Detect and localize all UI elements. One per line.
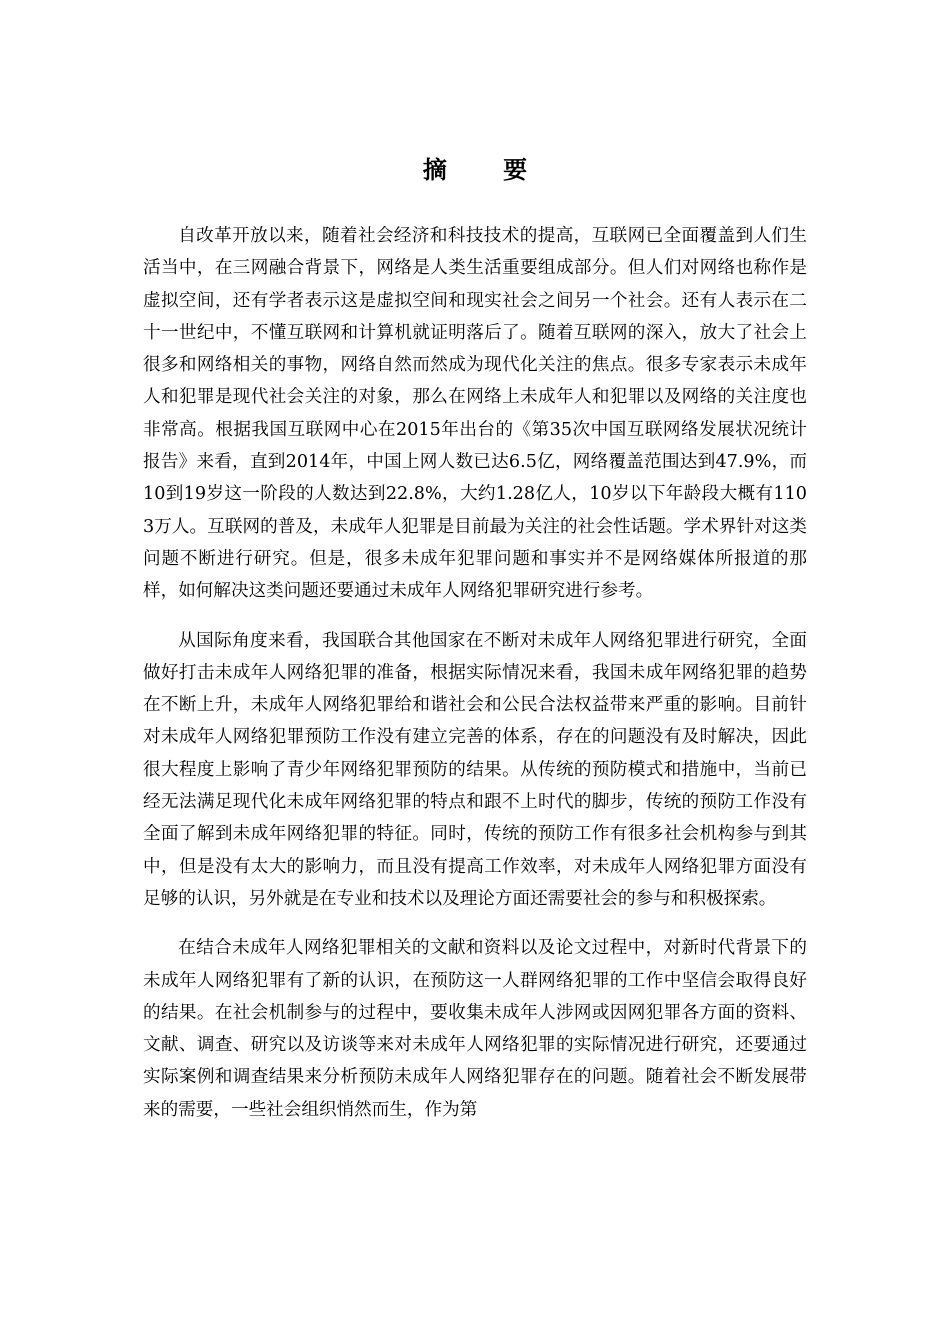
paragraph-3: 在结合未成年人网络犯罪相关的文献和资料以及论文过程中，对新时代背景下的未成年人网络犯罪有了新的认识，在预防这一人群网络犯罪的工作中坚信会取得良好的结果。在社会机制参与的过程中，要收集未成年人涉网或因网犯罪各方面的资料、文献、调查、研究以及访谈等来对未成年人网络犯罪的实际情况进行研究，还要通过实际案例和调查结果来分析预防未成年人网络犯罪存在的问题。随着社会不断发展带来的需要，一些社会组织悄然而生，作为第 xyxy=(143,938,807,1120)
document-title: 摘 要 xyxy=(422,156,552,184)
paragraph-2: 从国际角度来看，我国联合其他国家在不断对未成年人网络犯罪进行研究，全面做好打击未成年人网络犯罪的准备，根据实际情况来看，我国未成年网络犯罪的趋势在不断上升，未成年人网络犯罪给和谐社会和公民合法权益带来严重的影响。目前针对未成年人网络犯罪预防工作没有建立完善的体系，存在的问题没有及时解决，因此很大程度上影响了青少年网络犯罪预防的结果。从传统的预防模式和措施中，当前已经无法满足现代化未成年网络犯罪的特点和跟不上时代的脚步，传统的预防工作没有全面了解到未成年网络犯罪的特征。同时，传统的预防工作有很多社会机构参与到其中，但是没有太大的影响力，而且没有提高工作效率，对未成年人网络犯罪方面没有足够的认识，另外就是在专业和技术以及理论方面还需要社会的参与和积极探索。 xyxy=(143,630,807,909)
document-page xyxy=(143,150,807,1143)
paragraph-1: 自改革开放以来，随着社会经济和科技技术的提高，互联网已全面覆盖到人们生活当中，在三网融合背景下，网络是人类生活重要组成部分。但人们对网络也称作是虚拟空间，还有学者表示这是虚拟空间和现实社会之间另一个社会。还有人表示在二十一世纪中，不懂互联网和计算机就证明落后了。随着互联网的深入，放大了社会上很多和网络相关的事物，网络自然而然成为现代化关注的焦点。很多专家表示未成年人和犯罪是现代社会关注的对象，那么在网络上未成年人和犯罪以及网络的关注度也非常高。根据我国互联网中心在2015年出台的《第35次中国互联网络发展状况统计报告》来看，直到2014年，中国上网人数已达6.5亿，网络覆盖范围达到47.9%，而10到19岁这一阶段的人数达到22.8%，大约1.28亿人，10岁以下年龄段大概有1103万人。互联网的普及，未成年人犯罪是目前最为关注的社会性话题。学术界针对这类问题不断进行研究。但是，很多未成年犯罪问题和事实并不是网络媒体所报道的那样，如何解决这类问题还要通过未成年人网络犯罪研究进行参考。 xyxy=(143,226,807,602)
